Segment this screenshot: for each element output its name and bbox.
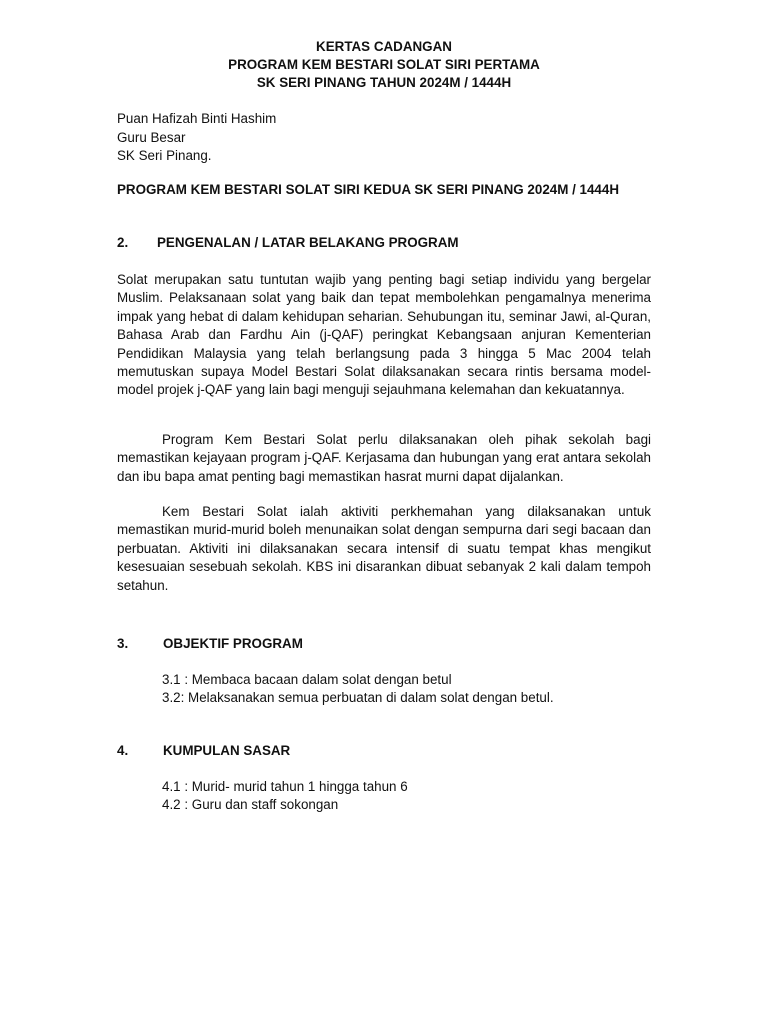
section-3-number: 3. bbox=[117, 636, 129, 651]
section-4-title: KUMPULAN SASAR bbox=[163, 743, 291, 758]
objective-item: 3.2: Melaksanakan semua perbuatan di dalam solat dengan betul. bbox=[162, 690, 554, 705]
section-2-paragraph-2: Program Kem Bestari Solat perlu dilaksanakan oleh pihak sekolah bagi memastikan kejayaan program j-QAF. Kerjasama dan hubungan yang erat antara sekolah dan ibu bapa amat penting bagi memastikan hasrat murni dapat dijalankan. bbox=[117, 432, 651, 484]
subject-line: PROGRAM KEM BESTARI SOLAT SIRI KEDUA SK SERI PINANG 2024M / 1444H bbox=[117, 182, 619, 197]
recipient-position: Guru Besar bbox=[117, 129, 186, 145]
recipient-block bbox=[117, 110, 276, 166]
section-4-heading bbox=[117, 742, 290, 760]
recipient-name: Puan Hafizah Binti Hashim bbox=[117, 111, 277, 126]
title-line-2: PROGRAM KEM BESTARI SOLAT SIRI PERTAMA bbox=[228, 57, 540, 72]
section-2-number: 2. bbox=[117, 235, 129, 250]
target-group-item: 4.1 : Murid- murid tahun 1 hingga tahun 6 bbox=[162, 779, 408, 794]
section-4-number: 4. bbox=[117, 743, 129, 758]
recipient-school: SK Seri Pinang. bbox=[117, 148, 212, 163]
section-2-title: PENGENALAN / LATAR BELAKANG PROGRAM bbox=[157, 235, 459, 250]
title-line-1: KERTAS CADANGAN bbox=[316, 39, 452, 54]
section-3-title: OBJEKTIF PROGRAM bbox=[163, 636, 303, 651]
section-2-paragraph-1: Solat merupakan satu tuntutan wajib yang penting bagi setiap individu yang bergelar Muslim. Pelaksanaan solat yang baik dan tepat membolehkan pengamalnya menerima impak yang hebat di dalam kehidupan seharian. Sehubungan itu, seminar Jawi, al-Quran, Bahasa Arab dan Fardhu Ain (j-QAF) peringkat Kebangsaan anjuran Kementerian Pendidikan Malaysia yang telah berlangsung pada 3 hingga 5 Mac 2004 telah memutuskan supaya Model Bestari Solat dilaksanakan secara rintis bersama model-model projek j-QAF yang lain bagi menguji sejauhmana kelemahan dan kekuatannya. bbox=[117, 272, 651, 398]
document-title bbox=[0, 38, 768, 92]
section-2-heading bbox=[117, 234, 459, 252]
objective-item: 3.1 : Membaca bacaan dalam solat dengan betul bbox=[162, 672, 452, 687]
section-2-paragraph-3: Kem Bestari Solat ialah aktiviti perkhemahan yang dilaksanakan untuk memastikan murid-murid boleh menunaikan solat dengan sempurna dari segi bacaan dan perbuatan. Aktiviti ini dilaksanakan secara intensif di suatu tempat khas mengikut kesesuaian sesebuah sekolah. KBS ini disarankan dibuat sebanyak 2 kali dalam tempoh setahun. bbox=[117, 504, 651, 593]
section-3-heading bbox=[117, 635, 303, 653]
target-group-item: 4.2 : Guru dan staff sokongan bbox=[162, 797, 339, 812]
title-line-3: SK SERI PINANG TAHUN 2024M / 1444H bbox=[256, 75, 512, 90]
